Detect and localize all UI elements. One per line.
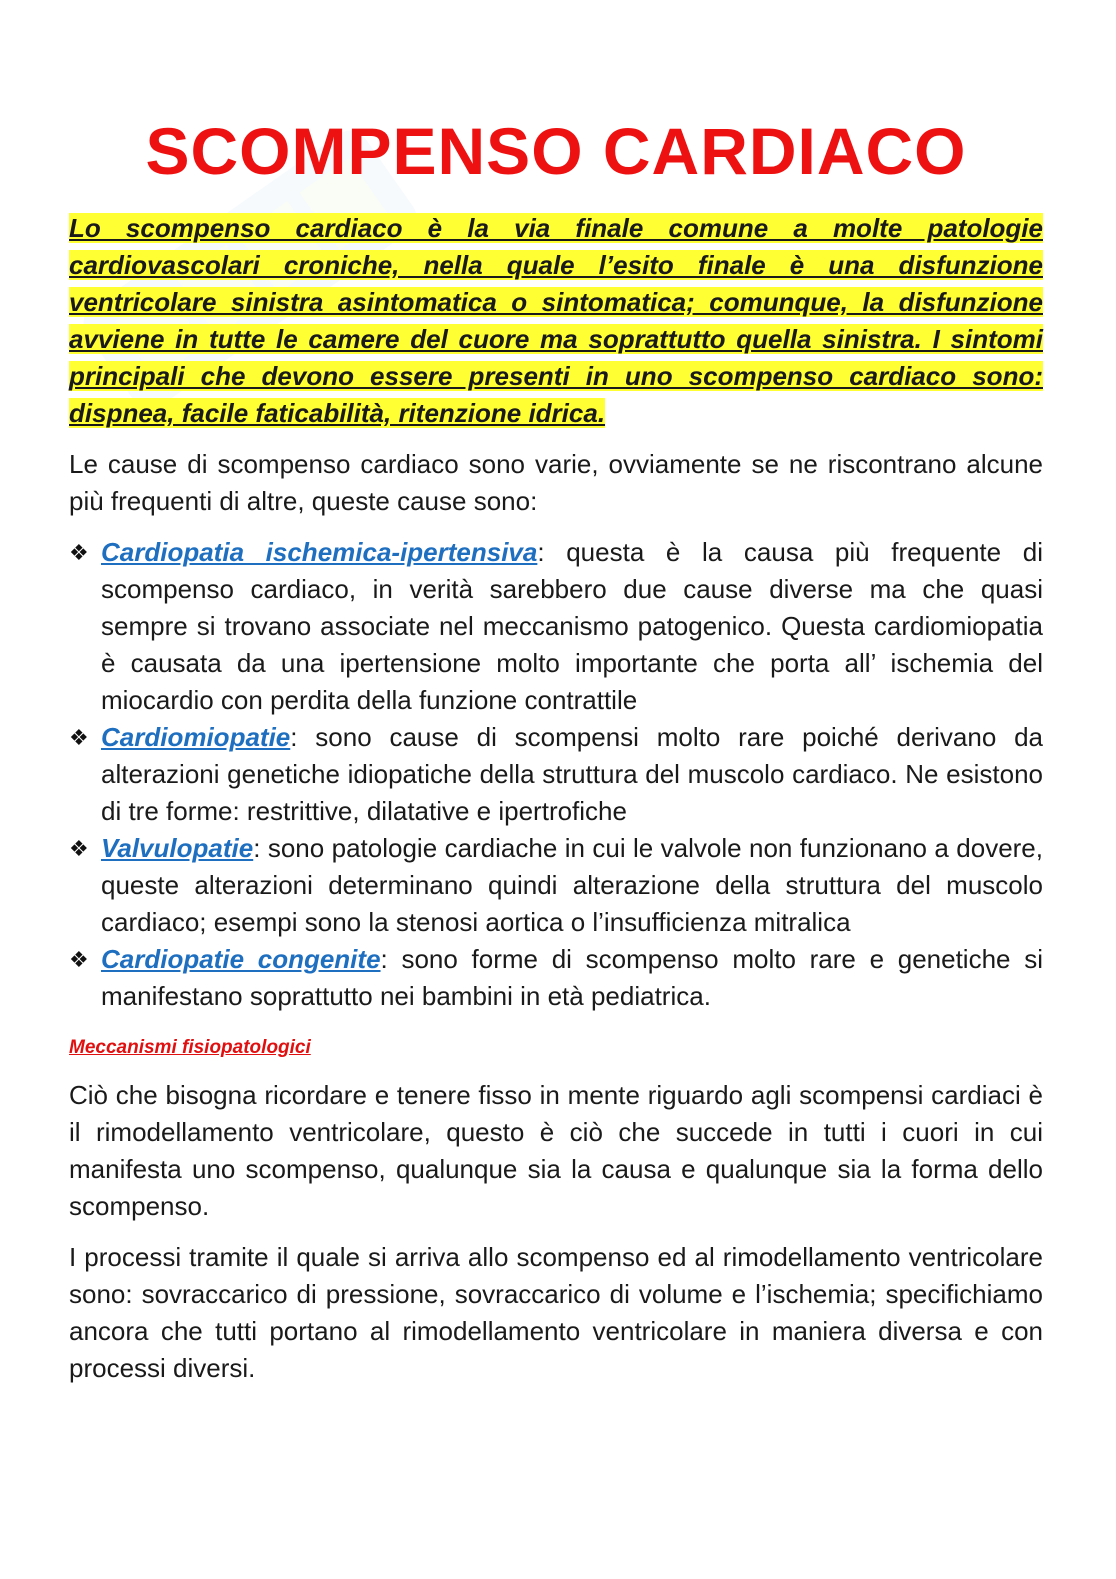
intro-highlight: Lo scompenso cardiaco è la via finale comune a molte patologie cardiovascolari croniche, nella quale l’esito finale è una disfunzione ventricolare sinistra asintomatica o sintomatica; comunque, la disfunzione avviene in tutte le camere del cuore ma soprattutto quella sinistra. I sintomi principali che devono essere presenti in uno scompenso cardiaco sono: dispnea, facile faticabilità, ritenzione idrica. [69, 213, 1043, 428]
page-title: SCOMPENSO CARDIACO [145, 114, 967, 188]
document-page [69, 108, 1043, 1387]
diamond-bullet-icon: ❖ [69, 725, 89, 750]
section-heading: Meccanismi fisiopatologici [69, 1037, 311, 1058]
intro-paragraph [69, 210, 1043, 432]
list-item [69, 534, 1043, 719]
cause-description: : sono cause di scompensi molto rare poiché derivano da alterazioni genetiche idiopatiche della struttura del muscolo cardiaco. Ne esistono di tre forme: restrittive, dilatative e ipertrofiche [101, 722, 1043, 826]
cause-description: : sono patologie cardiache in cui le valvole non funzionano a dovere, queste alterazioni determinano quindi alterazione della struttura del muscolo cardiaco; esempi sono la stenosi aortica o l’insufficienza mitralica [101, 833, 1043, 937]
cause-term-link[interactable]: Cardiopatia ischemica-ipertensiva [101, 537, 538, 567]
list-item [69, 719, 1043, 830]
diamond-bullet-icon: ❖ [69, 836, 89, 861]
diamond-bullet-icon: ❖ [69, 947, 89, 972]
paragraph-processes: I processi tramite il quale si arriva allo scompenso ed al rimodellamento ventricolare sono: sovraccarico di pressione, sovraccarico di volume e l’ischemia; specifichiamo ancora che tutti portano al rimodellamento ventricolare in maniera diversa e con processi diversi. [69, 1242, 1043, 1383]
cause-description: : questa è la causa più frequente di scompenso cardiaco, in verità sarebbero due cause diverse ma che quasi sempre si trovano associate nel meccanismo patogenico. Questa cardiomiopatia è causata da una ipertensione molto importante che porta all’ ischemia del miocardio con perdita della funzione contrattile [101, 537, 1043, 715]
list-item [69, 830, 1043, 941]
list-item [69, 941, 1043, 1015]
cause-term-link[interactable]: Cardiopatie congenite [101, 944, 381, 974]
paragraph-remodeling: Ciò che bisogna ricordare e tenere fisso in mente riguardo agli scompensi cardiaci è il rimodellamento ventricolare, questo è ciò che succede in tutti i cuori in cui manifesta uno scompenso, qualunque sia la causa e qualunque sia la forma dello scompenso. [69, 1080, 1043, 1221]
cause-description: : sono forme di scompenso molto rare e genetiche si manifestano soprattutto nei bambini in età pediatrica. [101, 944, 1043, 1011]
causes-list [69, 534, 1043, 1015]
causes-intro: Le cause di scompenso cardiaco sono varie, ovviamente se ne riscontrano alcune più frequenti di altre, queste cause sono: [69, 449, 1043, 516]
diamond-bullet-icon: ❖ [69, 540, 89, 565]
cause-term-link[interactable]: Valvulopatie [101, 833, 254, 863]
cause-term-link[interactable]: Cardiomiopatie [101, 722, 291, 752]
